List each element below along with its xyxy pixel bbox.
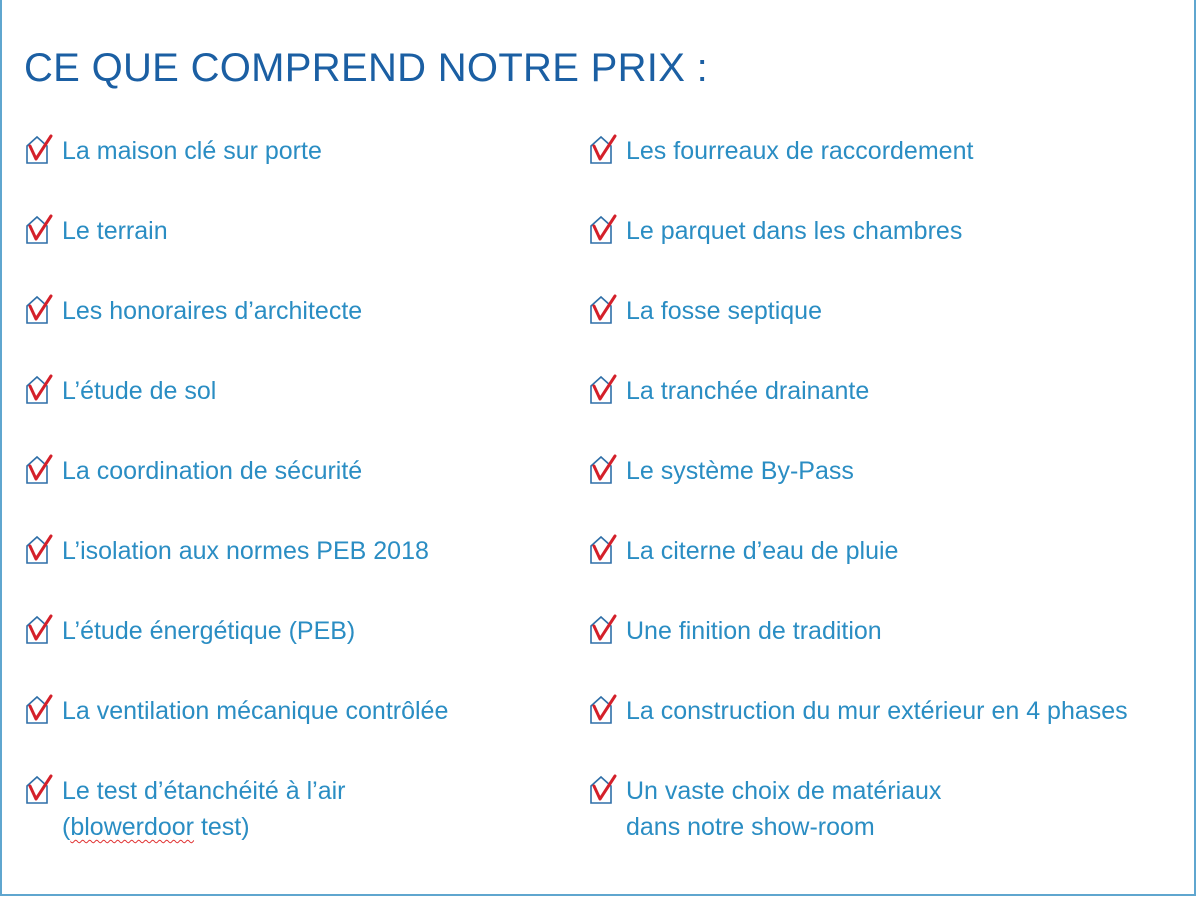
checkmark-house-icon — [24, 294, 54, 326]
item-label: L’étude de sol — [62, 377, 217, 405]
list-item — [24, 693, 564, 773]
list-item — [24, 133, 564, 213]
list-item — [588, 693, 1188, 773]
item-label: La citerne d’eau de pluie — [626, 537, 899, 565]
list-item — [588, 533, 1188, 613]
list-item — [588, 293, 1188, 373]
item-label: Un vaste choix de matériaux — [626, 777, 942, 805]
paren-close: test) — [194, 813, 250, 841]
checkmark-house-icon — [24, 614, 54, 646]
checkmark-house-icon — [588, 614, 618, 646]
item-label-line2 — [62, 809, 564, 845]
item-label: La coordination de sécurité — [62, 457, 363, 485]
checkmark-house-icon — [588, 374, 618, 406]
item-label: Les honoraires d’architecte — [62, 297, 363, 325]
list-item — [588, 613, 1188, 693]
item-label: Les fourreaux de raccordement — [626, 137, 974, 165]
list-item — [24, 213, 564, 293]
checkmark-house-icon — [588, 774, 618, 806]
list-item — [588, 213, 1188, 293]
checkmark-house-icon — [24, 214, 54, 246]
item-label: La ventilation mécanique contrôlée — [62, 697, 449, 725]
item-label: La tranchée drainante — [626, 377, 870, 405]
checkmark-house-icon — [588, 134, 618, 166]
item-label: L’isolation aux normes PEB 2018 — [62, 537, 429, 565]
checkmark-house-icon — [24, 694, 54, 726]
list-item — [24, 293, 564, 373]
spellcheck-word: blowerdoor — [70, 813, 195, 841]
item-label: Le système By-Pass — [626, 457, 854, 485]
item-label-line2: dans notre show-room — [626, 813, 875, 841]
included-items-right-list — [588, 133, 1188, 853]
checkmark-house-icon — [588, 294, 618, 326]
checkmark-house-icon — [588, 534, 618, 566]
checkmark-house-icon — [24, 374, 54, 406]
list-item — [24, 773, 564, 853]
item-label: Le parquet dans les chambres — [626, 217, 963, 245]
item-label: La maison clé sur porte — [62, 137, 322, 165]
checkmark-house-icon — [24, 774, 54, 806]
list-item — [588, 453, 1188, 533]
list-item — [588, 133, 1188, 213]
checkmark-house-icon — [588, 454, 618, 486]
item-label: Le test d’étanchéité à l’air — [62, 777, 346, 805]
item-label: La fosse septique — [626, 297, 822, 325]
included-items-left-list — [24, 133, 564, 853]
paren-open: ( — [62, 813, 71, 841]
list-item — [24, 453, 564, 533]
checkmark-house-icon — [24, 454, 54, 486]
checkmark-house-icon — [588, 694, 618, 726]
item-label: Le terrain — [62, 217, 168, 245]
page-title: CE QUE COMPREND NOTRE PRIX : — [24, 46, 709, 90]
list-item — [588, 773, 1188, 853]
item-label: Une finition de tradition — [626, 617, 882, 645]
list-item — [24, 613, 564, 693]
checkmark-house-icon — [24, 534, 54, 566]
checkmark-house-icon — [588, 214, 618, 246]
list-item — [24, 533, 564, 613]
list-item — [588, 373, 1188, 453]
checkmark-house-icon — [24, 134, 54, 166]
item-label: La construction du mur extérieur en 4 phases — [626, 697, 1128, 725]
item-label: L’étude énergétique (PEB) — [62, 617, 356, 645]
list-item — [24, 373, 564, 453]
